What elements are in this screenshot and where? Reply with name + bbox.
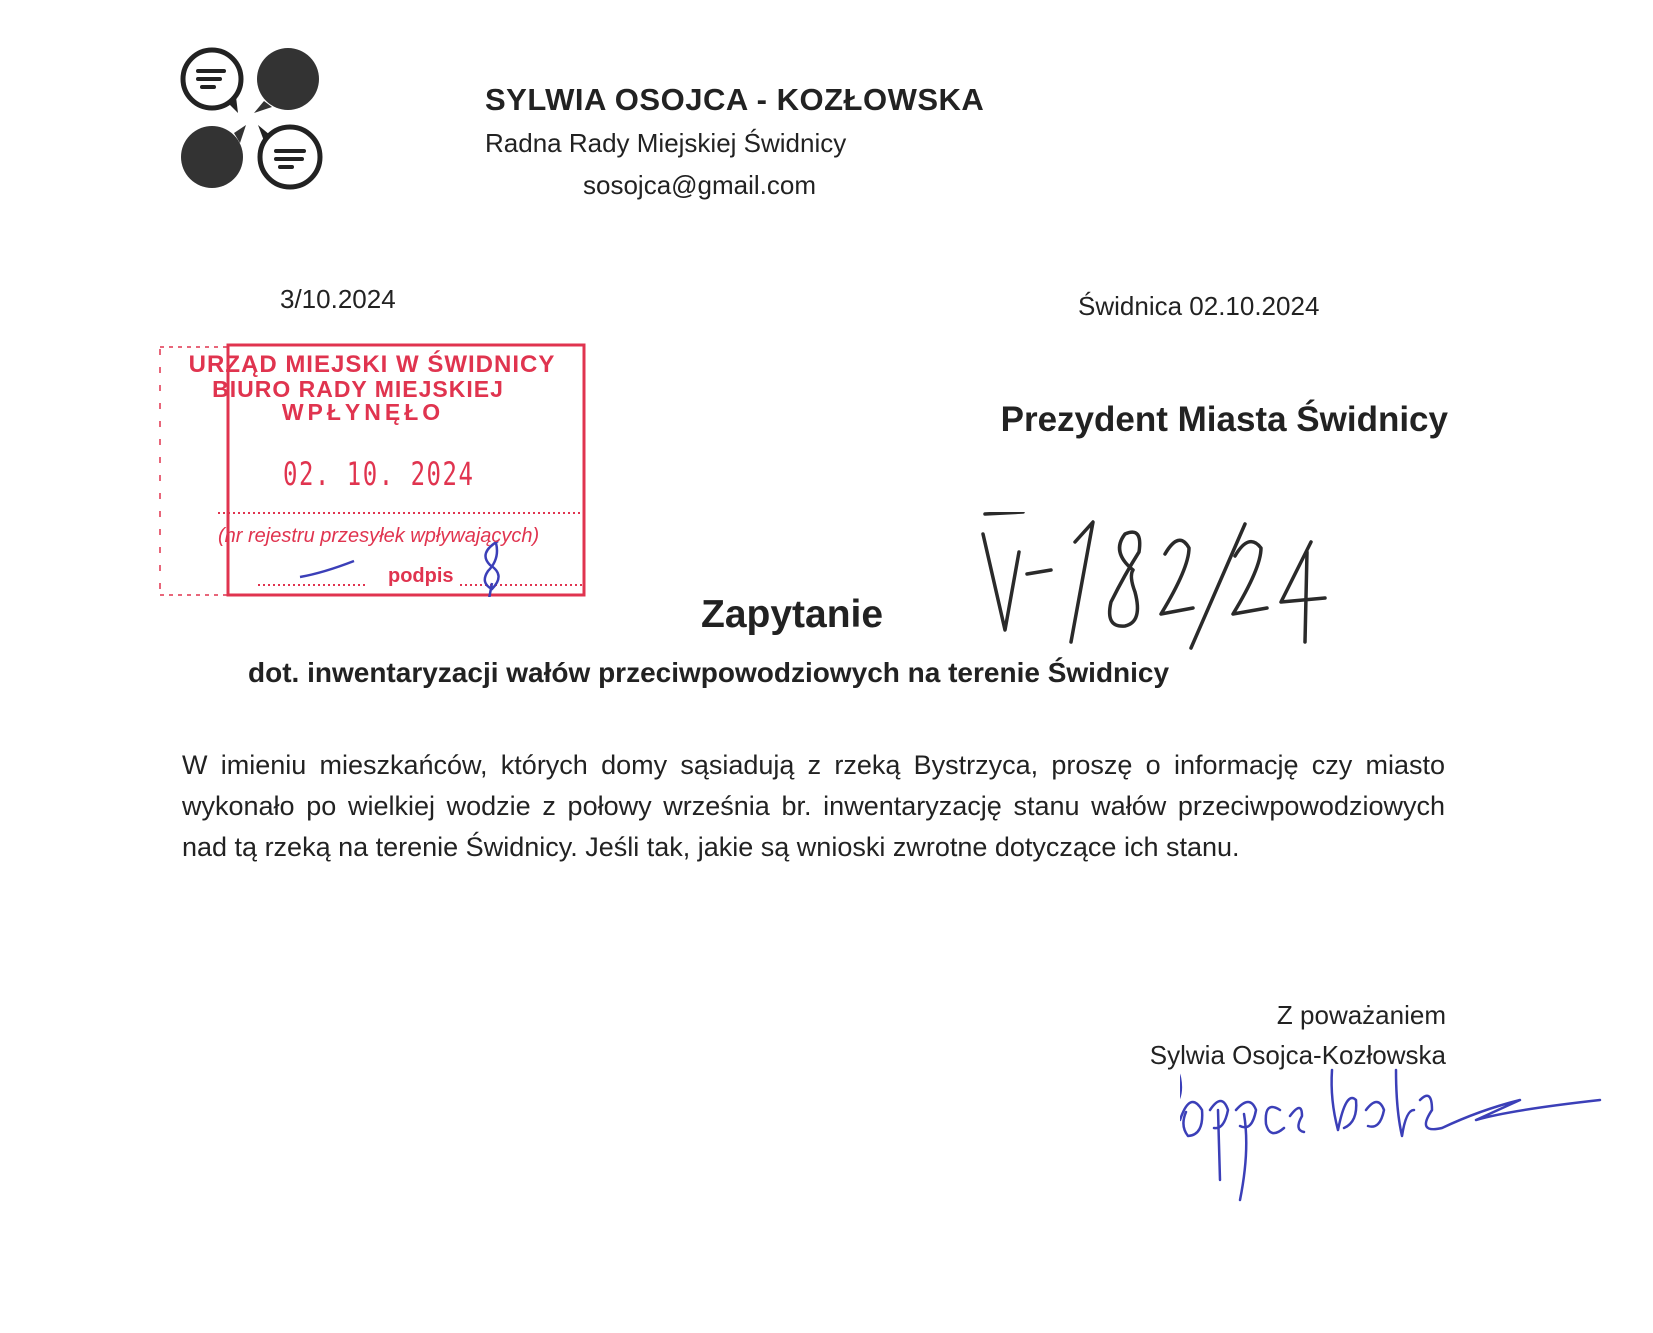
stamp-bureau-line: BIURO RADY MIEJSKIEJ [212, 376, 504, 402]
speech-bubbles-logo-icon [178, 45, 330, 197]
recipient: Prezydent Miasta Świdnicy [1000, 400, 1448, 439]
author-name: SYLWIA OSOJCA - KOZŁOWSKA [485, 82, 985, 117]
stamp-office-line: URZĄD MIEJSKI W ŚWIDNICY [188, 351, 556, 378]
document-body: W imieniu mieszkańców, których domy sąsiadują z rzeką Bystrzyca, proszę o informację czy miasto wykonało po wielkiej wodzie z połowy września br. inwentaryzację stanu wałów przeciwpowodziowych nad tą rzeką na terenie Świdnicy. Jeśli tak, jakie są wnioski zwrotne dotyczące ich stanu. [182, 750, 1445, 862]
document-title: Zapytanie [701, 593, 884, 636]
stamp-date: 02. 10. 2024 [283, 455, 475, 493]
stamp-received-line: WPŁYNĘŁO [281, 399, 445, 425]
stamp-registry-label: (nr rejestru przesyłek wpływających) [218, 525, 540, 547]
author-email: sosojca@gmail.com [583, 170, 817, 200]
handwritten-case-number-icon [975, 512, 1395, 652]
reception-stamp [158, 343, 586, 597]
signer-name: Sylwia Osojca-Kozłowska [1149, 1040, 1446, 1070]
author-role: Radna Rady Miejskiej Świdnicy [485, 128, 847, 158]
place-date: Świdnica 02.10.2024 [1078, 291, 1320, 321]
stamp-signature-label: podpis [388, 565, 454, 587]
handwritten-signature-icon [1180, 960, 1610, 1320]
document-subject: dot. inwentaryzacji wałów przeciwpowodziowych na terenie Świdnicy [248, 657, 1170, 688]
registration-number: 3/10.2024 [280, 284, 396, 314]
closing-salutation: Z poważaniem [1276, 1000, 1446, 1030]
